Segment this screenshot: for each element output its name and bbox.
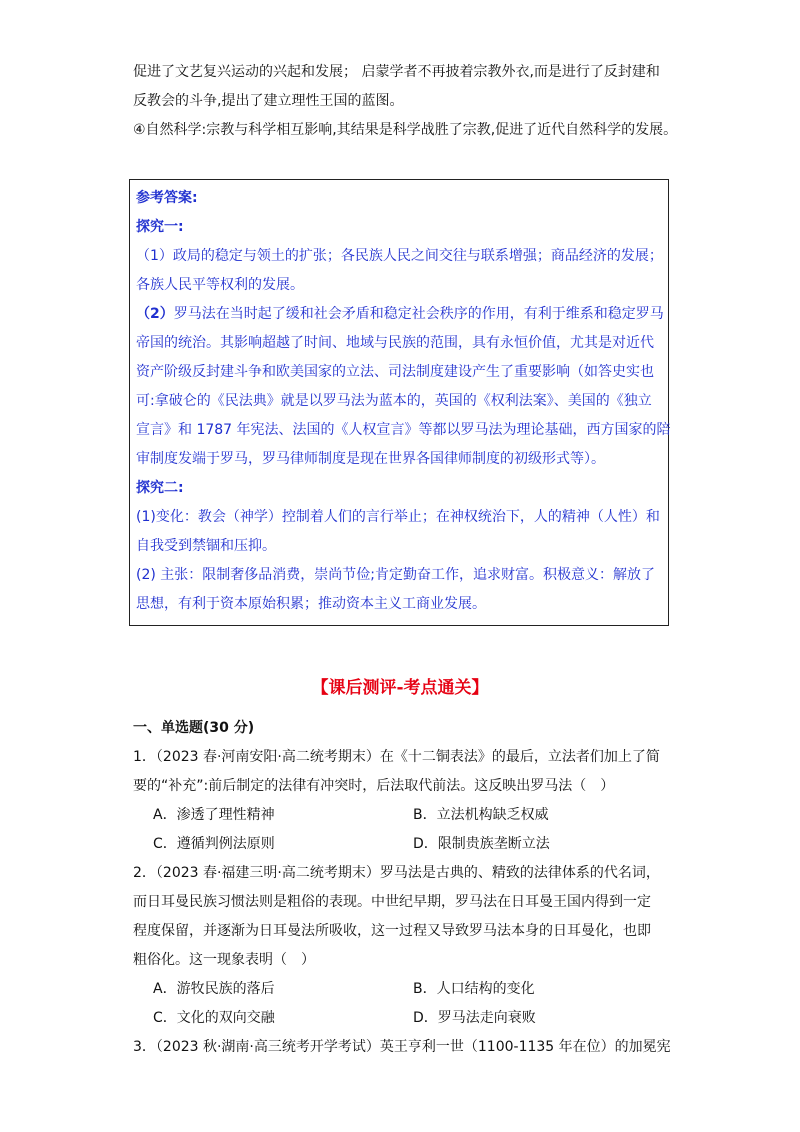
- part2-heading: 探究二:: [136, 480, 184, 496]
- question-2-line: 2．（2023 春·福建三明·高二统考期末）罗马法是古典的、精致的法律体系的代名词，: [133, 865, 660, 881]
- part1b-first: 罗马法在当时起了缓和社会矛盾和稳定社会秩序的作用，有利于维系和稳定罗马: [173, 306, 664, 322]
- question-2-line: 而日耳曼民族习惯法则是粗俗的表现。中世纪早期，罗马法在日耳曼王国内得到一定: [133, 894, 651, 910]
- question-3-line: 3．（2023 秋·湖南·高三统考开学考试）英王亨利一世（1100-1135 年在位）的加冕宪: [133, 1039, 671, 1055]
- option-d[interactable]: D．罗马法走向衰败: [413, 1010, 536, 1026]
- option-c[interactable]: C．遵循判例法原则: [153, 836, 275, 852]
- option-b[interactable]: B．人口结构的变化: [413, 981, 535, 997]
- question-2-line: 粗俗化。这一现象表明（ ）: [133, 952, 315, 968]
- answer-title: 参考答案:: [136, 190, 198, 206]
- part1b-label: （2）: [136, 306, 174, 322]
- quiz-heading: 一、单选题(30 分): [133, 720, 255, 736]
- option-c[interactable]: C．文化的双向交融: [153, 1010, 275, 1026]
- section-title: 【课后测评-考点通关】: [311, 678, 489, 698]
- question-1-line: 1．（2023 春·河南安阳·高二统考期末）在《十二铜表法》的最后，立法者们加上了简: [133, 749, 660, 765]
- option-a[interactable]: A．游牧民族的落后: [153, 981, 275, 997]
- option-b[interactable]: B．立法机构缺乏权威: [413, 807, 549, 823]
- question-1-options-row: [133, 801, 678, 830]
- answer-line: （1）政局的稳定与领土的扩张；各民族人民之间交往与联系增强；商品经济的发展；: [136, 248, 663, 264]
- answer-line: 可:拿破仑的《民法典》就是以罗马法为蓝本的，英国的《权利法案》、美国的《独立: [136, 393, 652, 409]
- answer-line: (1)变化：教会（神学）控制着人们的言行举止；在神权统治下，人的精神（人性）和: [136, 509, 660, 525]
- answer-box: [129, 179, 669, 626]
- question-2-line: 程度保留，并逐渐为日耳曼法所吸收，这一过程又导致罗马法本身的日耳曼化，也即: [133, 923, 651, 939]
- option-a[interactable]: A．渗透了理性精神: [153, 807, 275, 823]
- answer-line: [136, 300, 662, 329]
- text-line: ④自然科学:宗教与科学相互影响,其结果是科学战胜了宗教,促进了近代自然科学的发展。: [133, 122, 678, 138]
- answer-line: 宣言》和 1787 年宪法、法国的《人权宣言》等都以罗马法为理论基础，西方国家的陪: [136, 422, 671, 438]
- text-line: 反教会的斗争,提出了建立理性王国的蓝图。: [133, 93, 404, 109]
- answer-line: 帝国的统治。其影响超越了时间、地域与民族的范围，具有永恒价值，尤其是对近代: [136, 335, 654, 351]
- part1-heading: 探究一:: [136, 219, 184, 235]
- text-line: 促进了文艺复兴运动的兴起和发展； 启蒙学者不再披着宗教外衣,而是进行了反封建和: [133, 64, 660, 80]
- answer-line: 自我受到禁锢和压抑。: [136, 538, 276, 554]
- answer-line: 思想，有利于资本原始积累；推动资本主义工商业发展。: [136, 596, 486, 612]
- option-d[interactable]: D．限制贵族垄断立法: [413, 836, 550, 852]
- answer-line: (2) 主张：限制奢侈品消费，崇尚节俭;肯定勤奋工作，追求财富。积极意义：解放了: [136, 567, 655, 583]
- question-1-options-row: [133, 830, 678, 859]
- quiz-section: [133, 714, 678, 1062]
- answer-line: 资产阶级反封建斗争和欧美国家的立法、司法制度建设产生了重要影响（如答史实也: [136, 364, 654, 380]
- answer-line: 各族人民平等权利的发展。: [136, 277, 304, 293]
- intro-paragraph: [133, 58, 678, 145]
- answer-line: 审制度发端于罗马，罗马律师制度是现在世界各国律师制度的初级形式等）。: [136, 451, 605, 467]
- question-1-line: 要的“补充”:前后制定的法律有冲突时，后法取代前法。这反映出罗马法（ ）: [133, 778, 615, 794]
- question-2-options-row: [133, 975, 678, 1004]
- question-2-options-row: [133, 1004, 678, 1033]
